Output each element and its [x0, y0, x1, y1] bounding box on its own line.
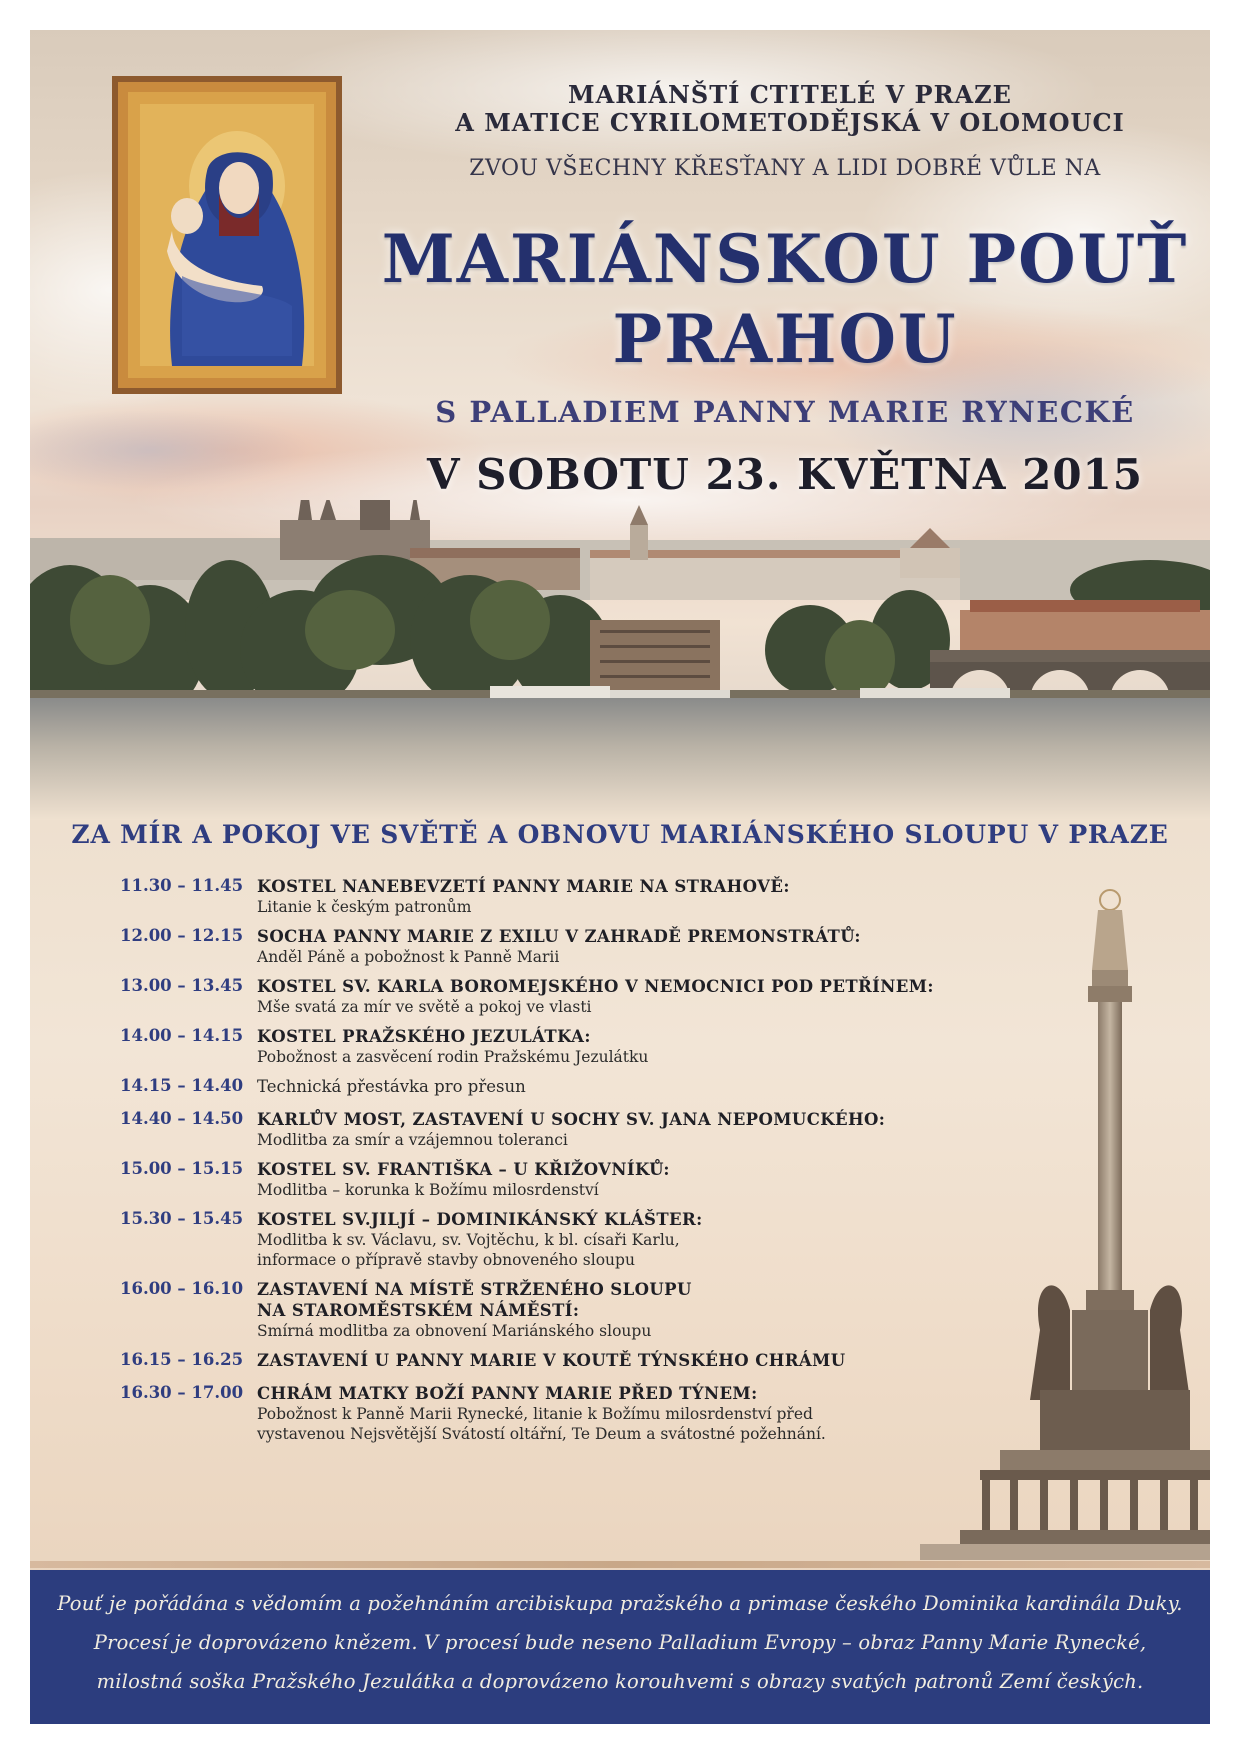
schedule-item — [120, 976, 940, 1017]
schedule-note: informace o přípravě stavby obnoveného sloupu — [257, 1251, 635, 1269]
main-title-line-2: PRAHOU — [612, 300, 958, 378]
schedule-item — [120, 876, 940, 917]
schedule-time: 13.00 – 13.45 — [120, 976, 244, 995]
event-date: V SOBOTU 23. KVĚTNA 2015 — [426, 450, 1144, 499]
schedule-note: Modlitba za smír a vzájemnou toleranci — [257, 1131, 568, 1149]
marian-column — [920, 860, 1210, 1590]
schedule-item — [120, 1109, 940, 1150]
schedule-time: 14.15 – 14.40 — [120, 1076, 244, 1095]
footer-banner — [30, 1570, 1210, 1724]
schedule-time: 16.00 – 16.10 — [120, 1279, 244, 1298]
schedule-note: vystavenou Nejsvětější Svátostí oltářní, Te Deum a svátostné požehnání. — [257, 1425, 826, 1443]
schedule-time: 11.30 – 11.45 — [120, 876, 244, 895]
motto-heading: ZA MÍR A POKOJ VE SVĚTĚ A OBNOVU MARIÁNSKÉHO SLOUPU V PRAZE — [71, 820, 1169, 849]
prague-castle-skyline — [30, 500, 1210, 820]
footer-line-1: Pouť je pořádána s vědomím a požehnáním arcibiskupa pražského a primase českého Dominika kardinála Duky. — [57, 1592, 1183, 1615]
footer-line-3: milostná soška Pražského Jezulátka a doprovázeno korouhvemi s obrazy svatých patronů Zemí českých. — [96, 1670, 1144, 1693]
schedule-place: NA STAROMĚSTSKÉM NÁMĚSTÍ: — [257, 1301, 580, 1320]
schedule-place: ZASTAVENÍ NA MÍSTĚ STRŽENÉHO SLOUPU — [257, 1280, 692, 1299]
schedule-time: 15.00 – 15.15 — [120, 1159, 244, 1178]
schedule-note: Pobožnost a zasvěcení rodin Pražskému Jezulátku — [257, 1048, 649, 1066]
schedule-item — [120, 1350, 940, 1371]
schedule-note: Anděl Páně a pobožnost k Panně Marii — [257, 948, 560, 966]
schedule-item — [120, 1209, 940, 1270]
schedule-note: Litanie k českým patronům — [257, 898, 472, 916]
schedule-time: 15.30 – 15.45 — [120, 1209, 244, 1228]
schedule-place: KOSTEL SV. KARLA BOROMEJSKÉHO V NEMOCNICI POD PETŘÍNEM: — [257, 977, 934, 996]
schedule-place: KOSTEL NANEBEVZETÍ PANNY MARIE NA STRAHOVĚ: — [257, 877, 790, 896]
divider — [30, 1561, 1210, 1568]
main-title-line-1: MARIÁNSKOU POUŤ — [381, 220, 1189, 298]
schedule-place: ZASTAVENÍ U PANNY MARIE V KOUTĚ TÝNSKÉHO CHRÁMU — [257, 1351, 846, 1370]
poster — [30, 30, 1210, 1724]
schedule-note: Modlitba k sv. Václavu, sv. Vojtěchu, k bl. císaři Karlu, — [257, 1231, 680, 1249]
schedule-item — [120, 1383, 940, 1444]
schedule-note: Technická přestávka pro přesun — [257, 1077, 526, 1096]
schedule-item — [120, 1026, 940, 1067]
subtitle: S PALLADIEM PANNY MARIE RYNECKÉ — [435, 395, 1135, 429]
footer-line-2: Procesí je doprovázeno knězem. V procesí bude neseno Palladium Evropy – obraz Panny Marie Rynecké, — [93, 1631, 1147, 1654]
schedule-item — [120, 1159, 940, 1200]
schedule-item — [120, 926, 940, 967]
schedule-time: 16.30 – 17.00 — [120, 1383, 244, 1402]
schedule-note: Smírná modlitba za obnovení Mariánského sloupu — [257, 1322, 652, 1340]
schedule-time: 14.40 – 14.50 — [120, 1109, 244, 1128]
schedule-place: KOSTEL SV. FRANTIŠKA – U KŘIŽOVNÍKŮ: — [257, 1160, 670, 1179]
schedule-time: 16.15 – 16.25 — [120, 1350, 244, 1369]
schedule-time: 14.00 – 14.15 — [120, 1026, 244, 1045]
schedule-note: Modlitba – korunka k Božímu milosrdenství — [257, 1181, 599, 1199]
organizer-line-1: MARIÁNŠTÍ CTITELÉ V PRAZE — [568, 80, 1012, 109]
schedule-place: KARLŮV MOST, ZASTAVENÍ U SOCHY SV. JANA NEPOMUCKÉHO: — [257, 1110, 886, 1129]
madonna-icon-painting — [112, 76, 342, 394]
invitation-line: ZVOU VŠECHNY KŘESŤANY A LIDI DOBRÉ VŮLE NA — [469, 156, 1101, 181]
schedule-place: KOSTEL PRAŽSKÉHO JEZULÁTKA: — [257, 1027, 591, 1046]
schedule-place: SOCHA PANNY MARIE Z EXILU V ZAHRADĚ PREMONSTRÁTŮ: — [257, 927, 861, 946]
schedule-list — [120, 876, 940, 1453]
schedule-place: CHRÁM MATKY BOŽÍ PANNY MARIE PŘED TÝNEM: — [257, 1384, 758, 1403]
schedule-note: Mše svatá za mír ve světě a pokoj ve vlasti — [257, 998, 592, 1016]
schedule-item — [120, 1076, 940, 1097]
schedule-note: Pobožnost k Panně Marii Rynecké, litanie k Božímu milosrdenství před — [257, 1405, 813, 1423]
organizer-line-2: A MATICE CYRILOMETODĚJSKÁ V OLOMOUCI — [455, 108, 1125, 137]
schedule-place: KOSTEL SV.JILJÍ – DOMINIKÁNSKÝ KLÁŠTER: — [257, 1210, 703, 1229]
schedule-item — [120, 1279, 940, 1341]
schedule-time: 12.00 – 12.15 — [120, 926, 244, 945]
